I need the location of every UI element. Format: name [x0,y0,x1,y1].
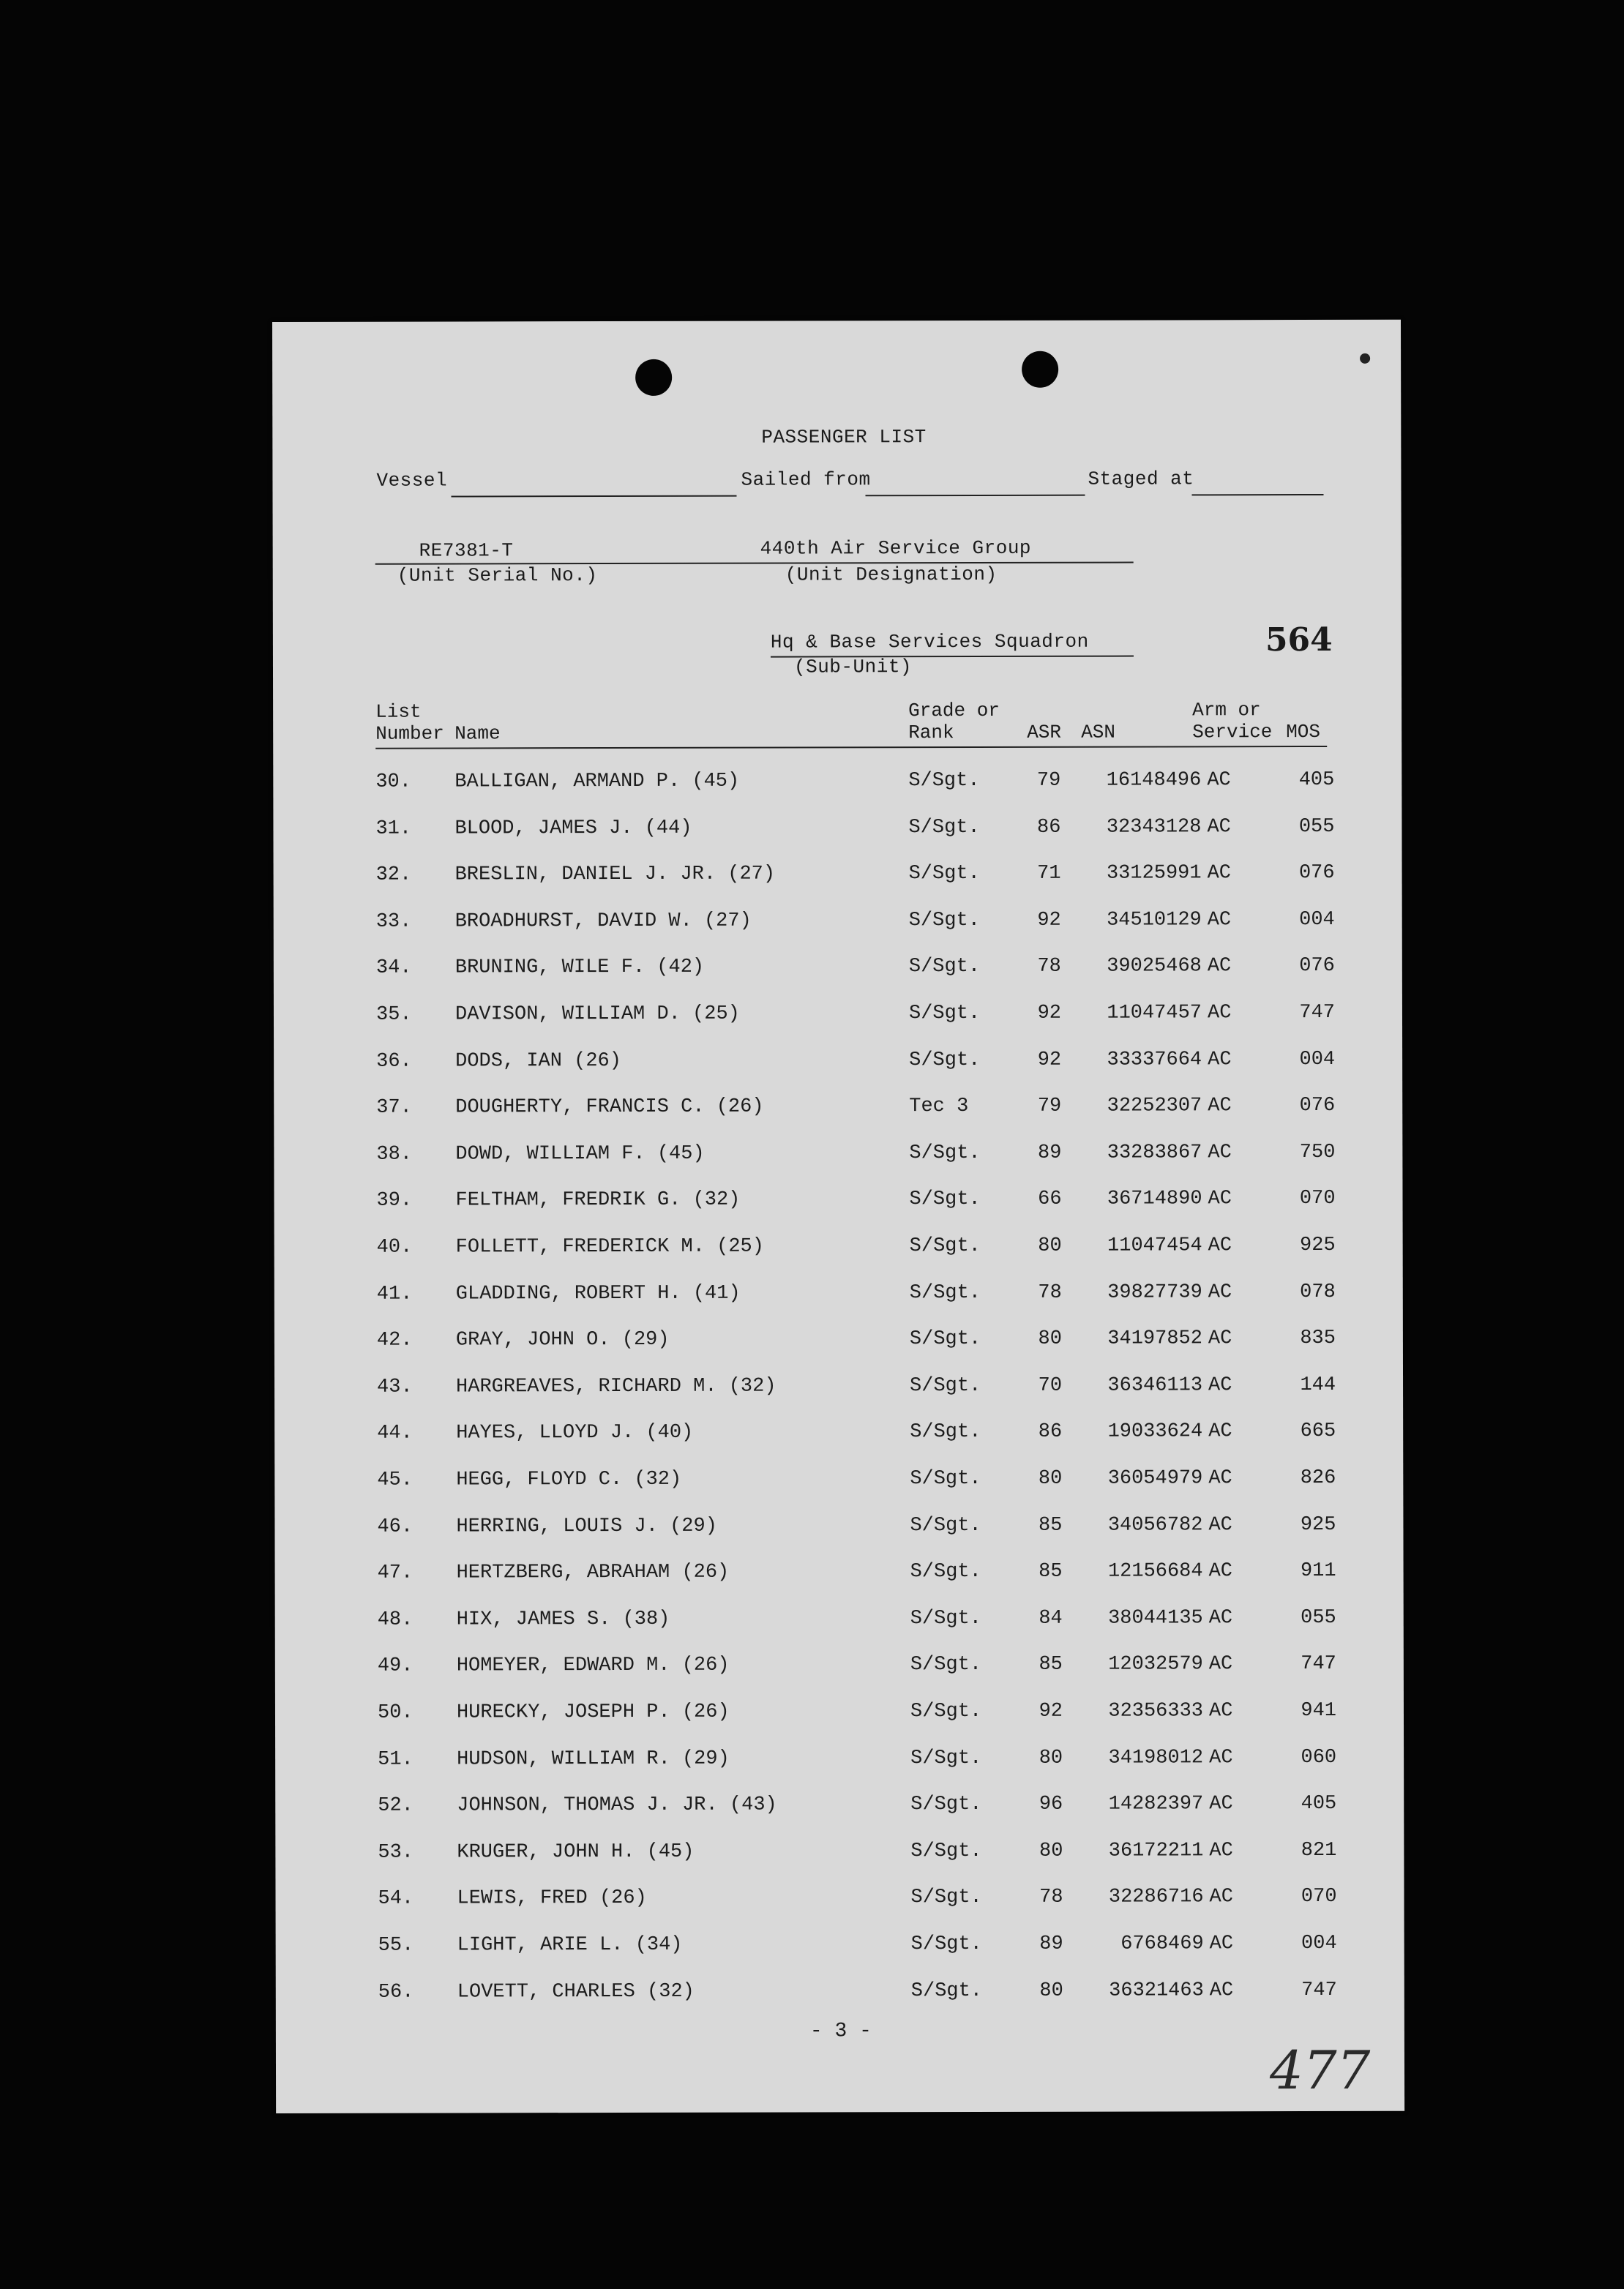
header-arm [1192,699,1272,743]
table-row [274,1327,1403,1359]
table-row [276,1979,1404,2010]
cell-rank: S/Sgt. [910,1421,981,1444]
cell-asr: 84 [1039,1607,1063,1630]
cell-name: HIX, JAMES S. (38) [456,1608,670,1631]
header-underline [375,746,1327,749]
cell-rank: S/Sgt. [908,863,980,885]
cell-rank: S/Sgt. [909,1188,981,1211]
cell-asr: 71 [1037,862,1061,885]
table-row [274,1420,1403,1452]
cell-rank: S/Sgt. [910,1794,982,1816]
punch-hole-right [1022,351,1058,388]
cell-asn: 32252307 [1107,1095,1202,1117]
cell-name: BALLIGAN, ARMAND P. (45) [454,770,740,793]
table-row [274,1235,1403,1266]
table-row [274,1513,1403,1545]
table-row [273,769,1402,801]
cell-rank: S/Sgt. [910,1887,982,1909]
cell-asn: 36714890 [1107,1188,1202,1211]
staged-at-label: Staged at [1088,468,1194,490]
vessel-blank [451,495,736,498]
cell-asr: 92 [1037,909,1061,932]
cell-arm: AC [1208,1235,1232,1257]
cell-asn: 39827739 [1107,1281,1202,1304]
cell-arm: AC [1207,955,1232,978]
cell-rank: S/Sgt. [908,909,980,932]
cell-mos: 747 [1301,1653,1336,1676]
sailed-from-blank [865,495,1085,497]
cell-name: GLADDING, ROBERT H. (41) [455,1282,741,1305]
cell-name: FOLLETT, FREDERICK M. (25) [455,1235,764,1259]
cell-arm: AC [1207,1002,1232,1024]
cell-mos: 055 [1298,815,1335,838]
cell-num: 46. [377,1516,414,1538]
cell-asr: 80 [1038,1235,1062,1257]
cell-mos: 747 [1299,1001,1336,1024]
cell-mos: 835 [1300,1327,1336,1350]
cell-rank: S/Sgt. [910,1840,982,1862]
table-row [275,1793,1404,1824]
cell-name: LEWIS, FRED (26) [457,1887,647,1910]
cell-num: 38. [376,1143,413,1166]
table-row [274,1142,1402,1173]
cell-arm: AC [1207,769,1231,792]
cell-asn: 14282397 [1108,1793,1204,1816]
cell-name: HERTZBERG, ABRAHAM (26) [456,1561,730,1584]
passenger-list-sheet [272,320,1404,2113]
table-row [275,1607,1404,1638]
cell-num: 40. [376,1236,413,1259]
cell-num: 36. [376,1050,412,1073]
cell-num: 48. [377,1608,414,1631]
cell-arm: AC [1208,1467,1232,1490]
cell-mos: 405 [1298,768,1335,792]
table-row [274,1048,1402,1079]
cell-asn: 6768469 [1120,1933,1204,1955]
cell-asr: 92 [1037,1002,1062,1024]
cell-rank: S/Sgt. [909,1049,981,1071]
table-row [276,1933,1404,1964]
cell-asr: 92 [1039,1700,1063,1723]
cell-arm: AC [1207,815,1231,838]
cell-num: 35. [375,1003,412,1026]
cell-asn: 12156684 [1107,1560,1203,1583]
table-row [274,1374,1403,1406]
cell-asr: 85 [1039,1560,1063,1583]
cell-mos: 826 [1300,1466,1336,1490]
cell-name: JOHNSON, THOMAS J. JR. (43) [457,1794,777,1817]
table-row [273,815,1402,847]
cell-asr: 86 [1037,816,1061,839]
cell-rank: S/Sgt. [909,1142,981,1164]
cell-name: HAYES, LLOYD J. (40) [456,1422,694,1445]
cell-num: 52. [378,1794,414,1817]
cell-mos: 941 [1301,1699,1337,1723]
cell-asr: 92 [1037,1049,1062,1071]
table-row [275,1840,1404,1871]
cell-asn: 34198012 [1108,1746,1204,1769]
vessel-label: Vessel [376,469,448,492]
sub-unit-caption: (Sub-Unit) [793,656,913,678]
cell-num: 31. [375,817,412,840]
document-title: PASSENGER LIST [761,426,927,449]
sub-unit: Hq & Base Services Squadron [770,630,1089,653]
cell-arm: AC [1208,1607,1233,1630]
cell-num: 55. [378,1934,414,1957]
cell-num: 43. [377,1376,413,1398]
cell-asn: 36346113 [1107,1374,1203,1397]
cell-name: LIGHT, ARIE L. (34) [457,1933,683,1957]
header-name: Name [454,722,501,745]
unit-designation-caption: (Unit Designation) [785,563,998,586]
cell-arm: AC [1208,1513,1232,1536]
cell-mos: 076 [1299,955,1335,978]
cell-arm: AC [1209,1886,1233,1908]
cell-num: 41. [376,1283,413,1305]
cell-name: BROADHURST, DAVID W. (27) [454,910,752,933]
cell-mos: 925 [1300,1234,1336,1257]
cell-num: 53. [378,1841,414,1864]
cell-asr: 96 [1039,1793,1063,1816]
header-asr: ASR [1027,721,1062,743]
cell-arm: AC [1208,1142,1232,1164]
cell-name: DOWD, WILLIAM F. (45) [455,1142,705,1166]
cell-arm: AC [1208,1653,1233,1676]
cell-mos: 055 [1301,1606,1336,1629]
table-row [275,1560,1404,1592]
punch-hole-left [635,359,672,396]
cell-rank: S/Sgt. [910,1514,981,1537]
cell-arm: AC [1208,1095,1232,1117]
cell-asn: 38044135 [1108,1607,1203,1630]
cell-rank: S/Sgt. [908,816,980,839]
sailed-from-label: Sailed from [741,468,871,491]
page-stamp-number: 564 [1265,621,1333,659]
cell-mos: 405 [1301,1793,1337,1816]
cell-asn: 16148496 [1106,769,1202,792]
cell-mos: 004 [1301,1932,1337,1955]
cell-name: BRUNING, WILE F. (42) [454,956,705,979]
cell-name: HOMEYER, EDWARD M. (26) [456,1655,730,1677]
header-list-line1: List [375,700,422,723]
cell-arm: AC [1208,1048,1232,1071]
footer-page-number: - 3 - [809,2020,872,2043]
cell-asr: 85 [1039,1514,1063,1537]
cell-asn: 39025468 [1107,955,1202,978]
table-row [274,909,1402,940]
cell-num: 45. [377,1469,413,1491]
cell-name: HEGG, FLOYD C. (32) [456,1468,682,1491]
cell-mos: 925 [1300,1513,1336,1536]
cell-mos: 750 [1299,1141,1336,1164]
cell-num: 56. [378,1981,414,2004]
cell-mos: 070 [1301,1886,1337,1908]
cell-asn: 32356333 [1108,1700,1204,1723]
cell-mos: 747 [1301,1979,1337,2001]
cell-arm: AC [1209,1979,1234,2001]
cell-name: DODS, IAN (26) [455,1049,621,1073]
cell-mos: 004 [1299,1048,1336,1071]
cell-name: HARGREAVES, RICHARD M. (32) [456,1375,777,1398]
cell-mos: 070 [1299,1188,1336,1210]
staged-at-blank [1191,494,1323,495]
cell-asn: 34197852 [1107,1327,1202,1350]
cell-asn: 12032579 [1108,1653,1203,1677]
cell-num: 50. [377,1701,414,1724]
cell-mos: 060 [1301,1746,1337,1769]
header-arm-line2: Service [1192,721,1273,743]
cell-num: 34. [375,956,412,980]
cell-name: LOVETT, CHARLES (32) [457,1980,695,2004]
table-row [274,1188,1402,1219]
cell-arm: AC [1209,1933,1234,1955]
cell-asr: 80 [1038,1327,1062,1350]
cell-name: HERRING, LOUIS J. (29) [456,1515,717,1538]
cell-rank: S/Sgt. [910,1654,982,1677]
cell-asr: 66 [1038,1188,1062,1211]
cell-mos: 144 [1300,1374,1336,1396]
cell-asn: 19033624 [1107,1420,1203,1444]
unit-designation: 440th Air Service Group [760,536,1032,560]
cell-rank: S/Sgt. [910,1607,981,1630]
unit-serial-caption: (Unit Serial No.) [397,564,598,587]
cell-rank: S/Sgt. [910,1933,982,1956]
cell-rank: S/Sgt. [910,1374,981,1397]
cell-asn: 32286716 [1108,1886,1204,1909]
cell-arm: AC [1209,1840,1233,1862]
unit-serial: RE7381-T [419,539,514,562]
header-list-number [375,701,444,745]
cell-name: BLOOD, JAMES J. (44) [454,817,692,840]
handwritten-number: 477 [1269,2039,1371,2102]
cell-asn: 32343128 [1106,815,1202,839]
cell-num: 49. [377,1655,414,1678]
cell-num: 32. [375,863,412,886]
table-row [274,955,1402,986]
cell-rank: Tec 3 [909,1095,969,1118]
cell-asr: 70 [1038,1374,1063,1397]
cell-rank: S/Sgt. [910,1747,982,1769]
cell-num: 44. [377,1422,413,1445]
header-grade [908,700,1000,743]
cell-name: FELTHAM, FREDRIK G. (32) [455,1189,741,1212]
cell-asn: 11047457 [1107,1002,1202,1024]
cell-num: 47. [377,1562,414,1584]
table-row [275,1886,1404,1917]
cell-asn: 36172211 [1108,1840,1204,1862]
cell-asn: 34056782 [1107,1513,1203,1537]
cell-mos: 821 [1301,1839,1337,1862]
table-row [274,862,1402,894]
cell-asr: 78 [1037,956,1061,978]
header-mos: MOS [1286,721,1321,743]
cell-rank: S/Sgt. [908,956,981,978]
cell-asr: 79 [1037,1095,1062,1117]
cell-num: 42. [376,1329,413,1352]
cell-asr: 80 [1038,1467,1063,1490]
cell-asn: 11047454 [1107,1235,1202,1257]
header-asn: ASN [1081,721,1116,743]
cell-asn: 33283867 [1107,1142,1202,1164]
cell-rank: S/Sgt. [909,1281,981,1304]
cell-rank: S/Sgt. [910,1561,981,1584]
cell-arm: AC [1207,862,1232,885]
cell-rank: S/Sgt. [910,1467,981,1491]
cell-mos: 076 [1299,1095,1336,1117]
cell-mos: 665 [1300,1420,1336,1443]
cell-mos: 004 [1299,908,1335,931]
cell-asn: 36054979 [1107,1467,1203,1490]
cell-rank: S/Sgt. [908,1002,981,1025]
cell-mos: 911 [1300,1560,1336,1583]
cell-num: 37. [376,1096,412,1119]
table-row [274,1467,1403,1499]
cell-arm: AC [1209,1746,1233,1769]
cell-num: 30. [375,771,411,793]
cell-name: BRESLIN, DANIEL J. JR. (27) [454,863,776,886]
cell-rank: S/Sgt. [909,1235,981,1258]
cell-asn: 33125991 [1106,862,1202,885]
cell-arm: AC [1208,1700,1233,1723]
cell-asn: 33337664 [1107,1048,1202,1071]
cell-asr: 78 [1039,1887,1063,1909]
cell-arm: AC [1208,1281,1232,1303]
table-row [274,1281,1403,1312]
cell-asr: 80 [1039,1979,1063,2002]
table-row [275,1746,1404,1777]
cell-name: KRUGER, JOHN H. (45) [457,1840,695,1864]
cell-name: DAVISON, WILLIAM D. (25) [454,1003,740,1026]
header-grade-line2: Rank [908,722,954,744]
cell-rank: S/Sgt. [910,1979,983,2002]
table-row [275,1700,1404,1731]
cell-num: 51. [378,1748,414,1771]
header-grade-line1: Grade or [908,699,1000,722]
cell-name: GRAY, JOHN O. (29) [455,1329,670,1352]
cell-name: HURECKY, JOSEPH P. (26) [456,1701,730,1724]
cell-asr: 79 [1036,769,1061,792]
cell-arm: AC [1208,1374,1232,1397]
cell-asr: 86 [1038,1421,1063,1444]
cell-asn: 34510129 [1107,909,1202,932]
table-row [274,1095,1402,1126]
cell-arm: AC [1208,1327,1232,1350]
cell-num: 33. [375,910,412,933]
cell-asr: 78 [1038,1281,1062,1304]
cell-asr: 89 [1039,1933,1063,1955]
cell-arm: AC [1208,1560,1233,1583]
cell-rank: S/Sgt. [908,769,980,793]
cell-rank: S/Sgt. [910,1700,982,1723]
cell-mos: 078 [1300,1281,1336,1303]
cell-name: HUDSON, WILLIAM R. (29) [457,1747,730,1771]
cell-num: 54. [378,1887,414,1911]
cell-asr: 85 [1039,1654,1063,1677]
cell-asr: 80 [1039,1840,1063,1862]
cell-asr: 89 [1037,1142,1062,1164]
speck [1360,353,1370,364]
cell-num: 39. [376,1189,413,1213]
cell-arm: AC [1208,1420,1232,1443]
table-row [275,1653,1404,1685]
cell-rank: S/Sgt. [909,1328,981,1351]
cell-arm: AC [1207,909,1232,932]
cell-mos: 076 [1298,862,1335,885]
cell-asr: 80 [1039,1747,1063,1769]
header-arm-line1: Arm or [1192,699,1261,722]
table-row [274,1002,1402,1033]
cell-arm: AC [1209,1793,1233,1816]
cell-name: DOUGHERTY, FRANCIS C. (26) [455,1095,764,1119]
header-list-line2: Number [375,722,444,745]
cell-arm: AC [1208,1188,1232,1210]
cell-asn: 36321463 [1109,1979,1204,2002]
